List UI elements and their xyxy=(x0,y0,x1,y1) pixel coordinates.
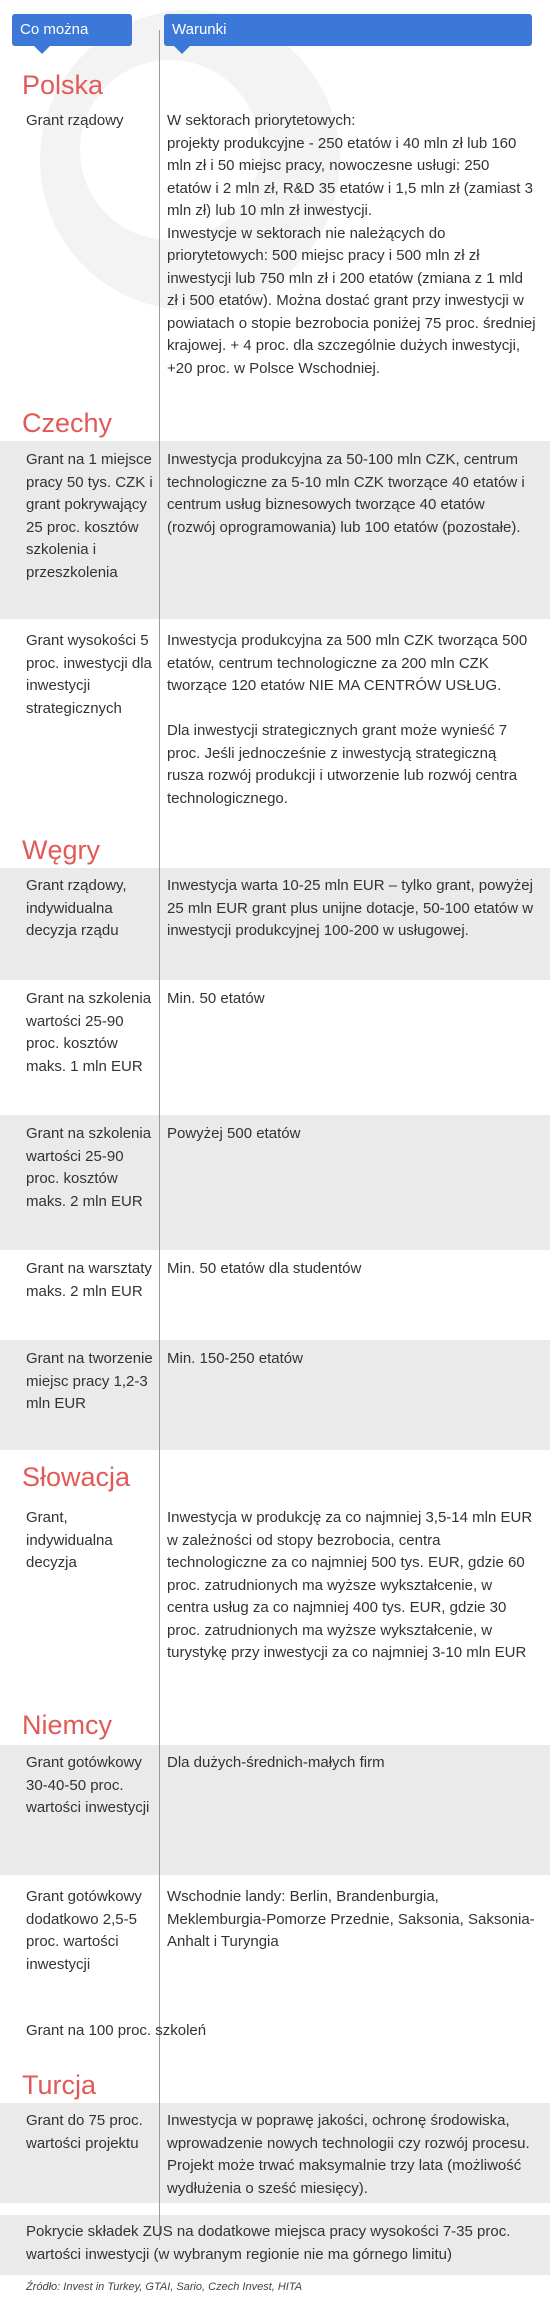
wegry-row-3-what: Grant na szkolenia wartości 25-90 proc. kosztów maks. 2 mln EUR xyxy=(26,1125,152,1210)
country-title-slowacja: Słowacja xyxy=(22,1462,131,1492)
turcja-row-1-conditions: Inwestycja w poprawę jakości, ochronę środowiska, wprowadzenie nowych technologii czy rozwój procesu. Projekt może trwać maksymalnie trzy lata (możliwość wydłużenia o sześć miesięcy). xyxy=(167,2112,530,2197)
country-title-niemcy: Niemcy xyxy=(22,1710,113,1740)
wegry-row-4-what: Grant na warsztaty maks. 2 mln EUR xyxy=(26,1260,152,1300)
niemcy-row-2-what: Grant gotówkowy dodatkowo 2,5-5 proc. wartości inwestycji xyxy=(26,1888,142,1973)
column-divider xyxy=(159,30,160,2240)
polska-row-1-what: Grant rządowy xyxy=(26,112,124,129)
wegry-row-5-conditions: Min. 150-250 etatów xyxy=(167,1350,303,1367)
wegry-row-1-what: Grant rządowy, indywidualna decyzja rządu xyxy=(26,877,127,939)
header-conditions-label: Warunki xyxy=(164,14,532,46)
wegry-row-5-what: Grant na tworzenie miejsc pracy 1,2-3 mln EUR xyxy=(26,1350,153,1412)
header-what-label: Co można dostać xyxy=(12,14,132,46)
niemcy-row-2-conditions: Wschodnie landy: Berlin, Brandenburgia, Meklemburgia-Pomorze Przednie, Saksonia, Saksonia-Anhalt i Turyngia xyxy=(167,1888,535,1950)
wegry-row-2-what: Grant na szkolenia wartości 25-90 proc. kosztów maks. 1 mln EUR xyxy=(26,990,152,1075)
country-title-polska: Polska xyxy=(22,70,104,100)
country-title-wegry: Węgry xyxy=(22,835,101,865)
country-title-czechy: Czechy xyxy=(22,408,113,438)
slowacja-row-1-what: Grant, indywidualna decyzja xyxy=(26,1509,113,1571)
niemcy-note: Grant na 100 proc. szkoleń xyxy=(26,2022,207,2039)
slowacja-row-1-conditions: Inwestycja w produkcję za co najmniej 3,5-14 mln EUR w zależności od stopy bezrobocia, centra technologiczne za co najmniej 500 tys. EUR, gdzie 60 proc. zatrudnionych ma wyższe wykształcenie, w centra usług za co najmniej 400 tys. EUR, gdzie 30 proc. zatrudnionych ma wyższe wykształcenie, w turystykę przy inwestycji za co najmniej 3-10 mln EUR xyxy=(167,1509,533,1661)
wegry-row-1-conditions: Inwestycja warta 10-25 mln EUR – tylko grant, powyżej 25 mln EUR grant plus unijne dotacje, 50-100 etatów w inwestycji produkcyjnej 100-200 w usługowej. xyxy=(167,877,534,939)
turcja-row-1-what: Grant do 75 proc. wartości projektu xyxy=(26,2112,143,2152)
wegry-row-2-conditions: Min. 50 etatów xyxy=(167,990,265,1007)
turcja-note: Pokrycie składek ZUS na dodatkowe miejsca pracy wysokości 7-35 proc. wartości inwestycji (w wybranym regionie nie ma górnego limitu) xyxy=(26,2223,511,2263)
czechy-row-1-what: Grant na 1 miejsce pracy 50 tys. CZK i grant pokrywający 25 proc. kosztów szkolenia i przeszkolenia xyxy=(26,451,153,581)
wegry-row-3-conditions: Powyżej 500 etatów xyxy=(167,1125,301,1142)
czechy-row-1-conditions: Inwestycja produkcyjna za 50-100 mln CZK, centrum technologiczne za 5-10 mln CZK tworzące 40 etatów i centrum usług biznesowych tworzące 40 etatów (rozwój oprogramowania) lub 100 etatów (pozostałe). xyxy=(167,451,525,536)
polska-row-1-conditions: W sektorach priorytetowych: projekty produkcyjne - 250 etatów i 40 mln zł lub 160 mln zł i 50 miejsc pracy, nowoczesne usługi: 250 etatów i 2 mln zł, R&D 35 etatów i 1,5 mln zł (zamiast 3 mln zł) lub 10 mln zł inwestycji. Inwestycje w sektorach nie należących do priorytetowych: 500 miejsc pracy i 500 mln zł zł inwestycji lub 750 mln zł i 200 etatów (zmiana z 1 mld zł i 500 etatów). Można dostać grant przy inwestycji w powiatach o stopie bezrobocia poniżej 75 proc. średniej krajowej. + 4 proc. dla szczególnie dużych inwestycji, +20 proc. w Polsce Wschodniej. xyxy=(167,112,536,377)
source-note: Źródło: Invest in Turkey, GTAI, Sario, Czech Invest, HITA xyxy=(26,2281,303,2293)
wegry-row-4-conditions: Min. 50 etatów dla studentów xyxy=(167,1260,362,1277)
niemcy-row-1-conditions: Dla dużych-średnich-małych firm xyxy=(167,1754,385,1771)
country-title-turcja: Turcja xyxy=(22,2070,97,2100)
czechy-row-2-conditions: Inwestycja produkcyjna za 500 mln CZK tworząca 500 etatów, centrum technologiczne za 200 mln CZK tworzące 120 etatów NIE MA CENTRÓW USŁUG. Dla inwestycji strategicznych grant może wynieść 7 proc. Jeśli jednocześnie z inwestycją strategiczną rusza rozwój produkcji i utworzenie lub rozwój centra technologicznego. xyxy=(167,632,528,807)
niemcy-row-1-what: Grant gotówkowy 30-40-50 proc. wartości inwestycji xyxy=(26,1754,150,1816)
czechy-row-2-what: Grant wysokości 5 proc. inwestycji dla inwestycji strategicznych xyxy=(26,632,152,717)
